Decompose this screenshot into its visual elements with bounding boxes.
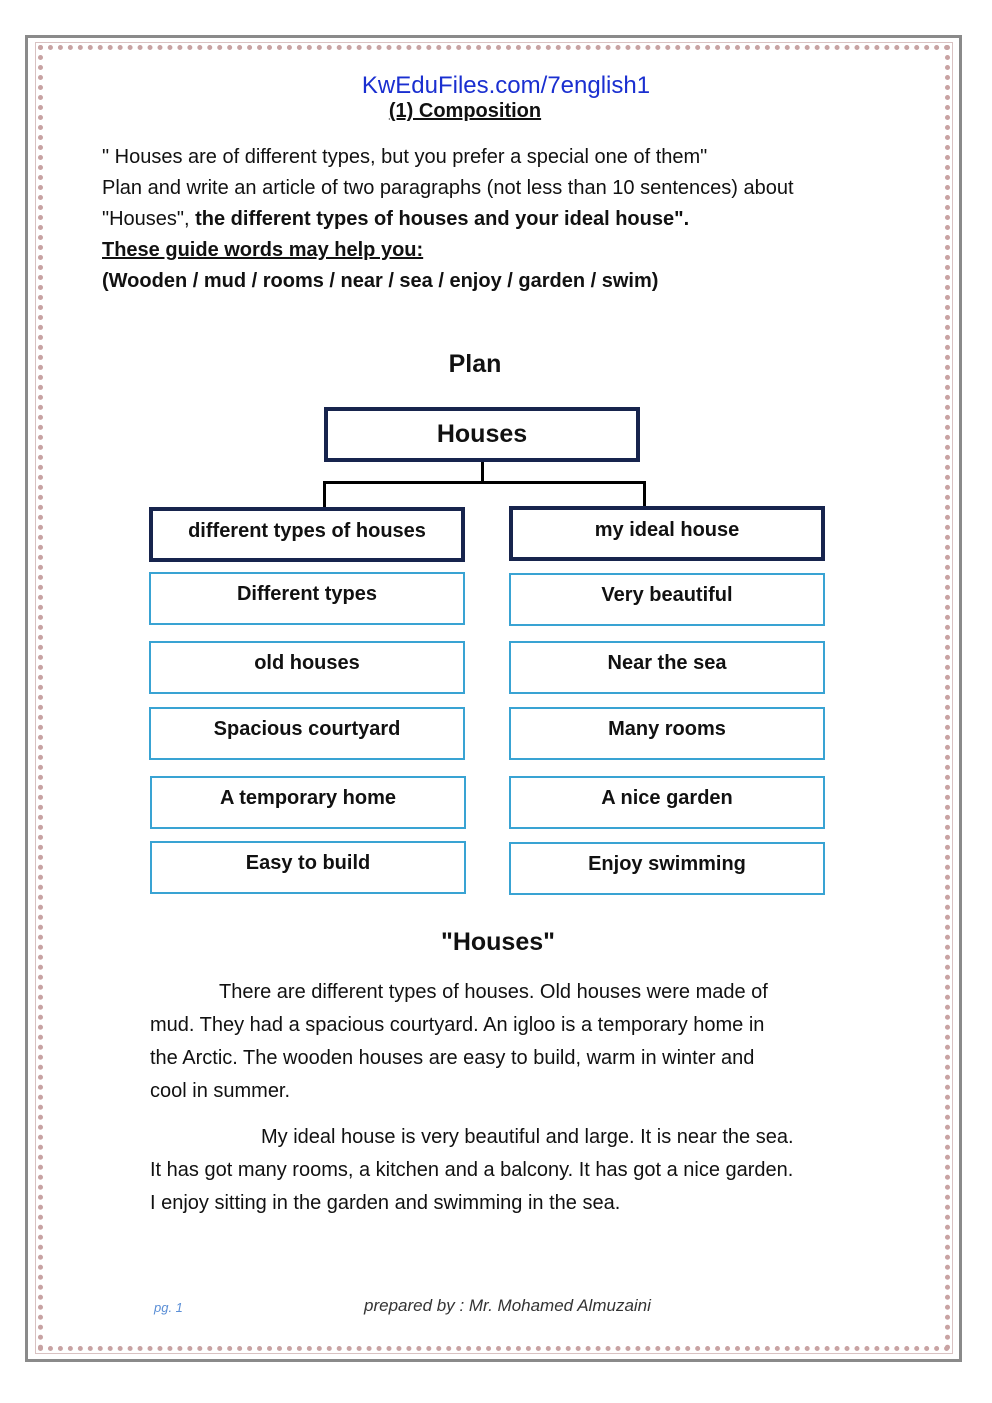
plan-item <box>509 641 825 694</box>
plan-branch-ideal-label: my ideal house <box>594 519 740 541</box>
connector-horizontal <box>323 481 646 484</box>
prompt-topic <box>102 204 902 235</box>
essay-paragraph-1 <box>150 976 850 1108</box>
prompt-quote: " Houses are of different types, but you prefer a special one of them" <box>102 146 708 168</box>
plan-item <box>149 641 465 694</box>
instructions <box>102 142 902 297</box>
page-number: pg. 1 <box>154 1300 183 1315</box>
plan-item <box>509 776 825 829</box>
plan-item <box>150 841 466 894</box>
essay-paragraph-2 <box>150 1121 850 1220</box>
essay-line: It has got many rooms, a kitchen and a balcony. It has got a nice garden. <box>150 1159 794 1181</box>
connector-trunk <box>481 462 484 483</box>
essay-line: There are different types of houses. Old houses were made of <box>219 981 768 1003</box>
prompt-topic-bold: the different types of houses and your ideal house". <box>195 208 690 230</box>
guide-words-list: (Wooden / mud / rooms / near / sea / enjoy / garden / swim) <box>102 270 659 292</box>
plan-item <box>149 707 465 760</box>
plan-item <box>509 707 825 760</box>
plan-item-label: Different types <box>236 583 378 605</box>
plan-branch-types-label: different types of houses <box>188 520 426 542</box>
plan-item <box>509 573 825 626</box>
guide-words-heading: These guide words may help you: <box>102 239 424 261</box>
composition-title: (1) Composition <box>388 100 542 122</box>
plan-item-label: A temporary home <box>220 787 396 809</box>
plan-item-label: Enjoy swimming <box>588 853 746 875</box>
plan-main-topic <box>324 407 640 462</box>
author-credit: prepared by : Mr. Mohamed Almuzaini <box>364 1296 651 1315</box>
plan-main-topic-label: Houses <box>436 420 528 448</box>
plan-item-label: Easy to build <box>245 852 371 874</box>
essay-line: I enjoy sitting in the garden and swimming in the sea. <box>150 1192 621 1214</box>
plan-item-label: Spacious courtyard <box>213 718 401 740</box>
plan-item <box>509 842 825 895</box>
plan-heading: Plan <box>448 350 502 378</box>
essay-line: cool in summer. <box>150 1080 291 1102</box>
essay-title: "Houses" <box>440 928 555 956</box>
plan-item <box>150 776 466 829</box>
prompt-task: Plan and write an article of two paragraphs (not less than 10 sentences) about <box>102 177 794 199</box>
site-url-link[interactable]: KwEduFiles.com/7english1 <box>361 72 651 99</box>
essay-line: mud. They had a spacious courtyard. An igloo is a temporary home in <box>150 1014 765 1036</box>
essay-line: the Arctic. The wooden houses are easy to build, warm in winter and <box>150 1047 755 1069</box>
plan-item <box>149 572 465 625</box>
plan-item-label: A nice garden <box>601 787 733 809</box>
essay-line: My ideal house is very beautiful and large. It is near the sea. <box>261 1126 794 1148</box>
plan-branch-types <box>149 507 465 562</box>
prompt-topic-plain: "Houses", <box>102 208 196 230</box>
connector-right-drop <box>643 481 646 507</box>
plan-item-label: old houses <box>254 652 360 674</box>
plan-item-label: Very beautiful <box>601 584 733 606</box>
plan-branch-ideal <box>509 506 825 561</box>
plan-item-label: Near the sea <box>607 652 727 674</box>
connector-left-drop <box>323 481 326 507</box>
plan-item-label: Many rooms <box>608 718 726 740</box>
